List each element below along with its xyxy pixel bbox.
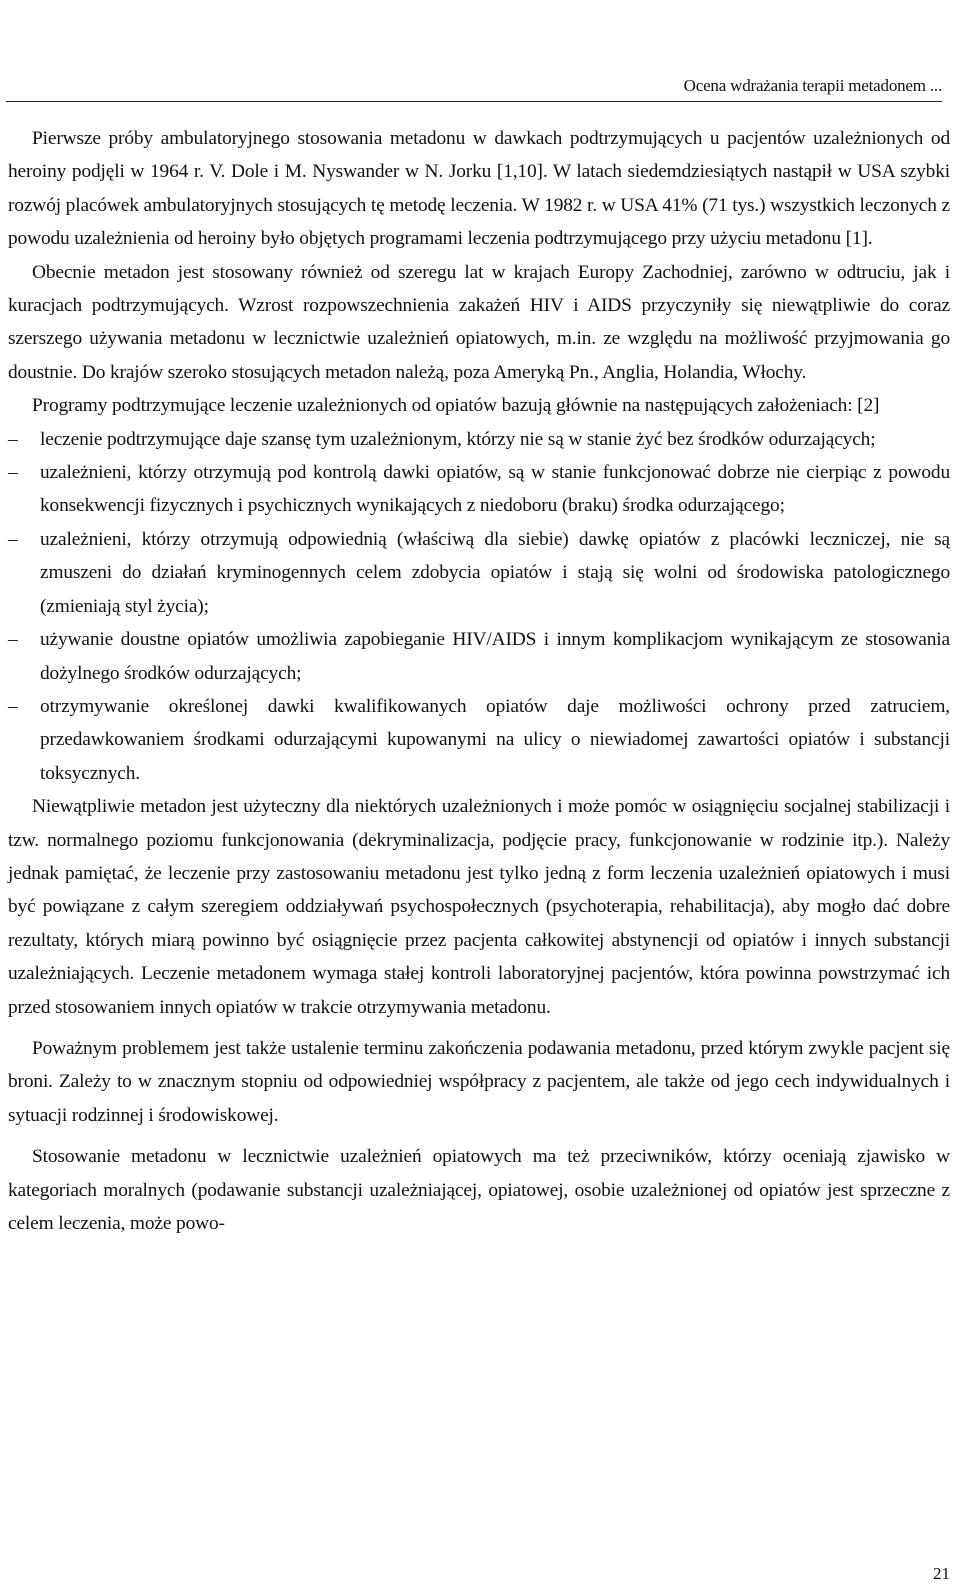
dash-bullet: – <box>8 428 18 450</box>
dash-bullet: – <box>8 462 18 484</box>
paragraph-usefulness: Niewątpliwie metadon jest użyteczny dla niektórych uzależnionych i może pomóc w osiągnięciu socjalnej stabilizacji i tzw. normalnego poziomu funkcjonowania (dekryminalizacja, podjęcie pracy, funkcjonowanie w rodzinie itp.). Należy jednak pamiętać, że leczenie przy zastosowaniu metadonu jest tylko jedną z form leczenia uzależnień opiatowych i musi być powiązane z całym szeregiem oddziaływań psychospołecznych (psychoterapia, rehabilitacja), aby mogło dać dobre rezultaty, których miarą powinno być osiągnięcie przez pacjenta całkowitej abstynencji od opiatów i innych substancji uzależniających. Leczenie metadonem wymaga stałej kontroli laboratoryjnej pacjentów, która powinna powstrzymać ich przed stosowaniem innych opiatów w trakcie otrzymywania metadonu. <box>8 796 950 1018</box>
list-item-text: leczenie podtrzymujące daje szansę tym uzależnionym, którzy nie są w stanie żyć bez środków odurzających; <box>40 428 876 450</box>
dash-bullet: – <box>8 528 18 550</box>
paragraph-europe: Obecnie metadon jest stosowany również od szeregu lat w krajach Europy Zachodniej, zarówno w odtruciu, jak i kuracjach podtrzymujących. Wzrost rozpowszechnienia zakażeń HIV i AIDS przyczyniły się niewątpliwie do coraz szerszego używania metadonu w lecznictwie uzależnień opiatowych, m.in. ze względu na możliwość przyjmowania go doustnie. Do krajów szeroko stosujących metadon należą, poza Ameryką Pn., Anglia, Holandia, Włochy. <box>8 261 950 383</box>
paragraph-assumptions: Programy podtrzymujące leczenie uzależnionych od opiatów bazują głównie na następujących założeniach: [2] <box>32 395 880 417</box>
dash-bullet: – <box>8 695 18 717</box>
header-rule <box>6 101 942 102</box>
list-item-text: uzależnieni, którzy otrzymują pod kontrolą dawki opiatów, są w stanie funkcjonować dobrze nie cierpiąc z powodu konsekwencji fizycznych i psychicznych wynikających z niedoboru (braku) środka odurzającego; <box>40 462 950 517</box>
list-item <box>8 623 950 690</box>
list-item <box>8 456 950 523</box>
running-header: Ocena wdrażania terapii metadonem ... <box>683 76 942 95</box>
list-item-text: otrzymywanie określonej dawki kwalifikowanych opiatów daje możliwości ochrony przed zatruciem, przedawkowaniem środkami odurzającymi kupowanymi na ulicy o niewiadomej zawartości opiatów i substancji toksycznych. <box>40 695 950 784</box>
paragraph-history: Pierwsze próby ambulatoryjnego stosowania metadonu w dawkach podtrzymujących u pacjentów uzależnionych od heroiny podjęli w 1964 r. V. Dole i M. Nyswander w N. Jorku [1,10]. W latach siedemdziesiątych nastąpił w USA szybki rozwój placówek ambulatoryjnych stosujących tę metodę leczenia. W 1982 r. w USA 41% (71 tys.) wszystkich leczonych z powodu uzależnienia od heroiny było objętych programami leczenia podtrzymującego przy użyciu metadonu [1]. <box>8 128 950 250</box>
list-item <box>8 690 950 790</box>
list-item-text: używanie doustne opiatów umożliwia zapobieganie HIV/AIDS i innym komplikacjom wynikającym ze stosowania dożylnego środków odurzających; <box>40 629 950 684</box>
page-number: 21 <box>933 1564 950 1583</box>
assumptions-list <box>8 423 950 790</box>
list-item-text: uzależnieni, którzy otrzymują odpowiednią (właściwą dla siebie) dawkę opiatów z placówki leczniczej, nie są zmuszeni do działań kryminogennych celem zdobycia opiatów i stają się wolni od środowiska patologicznego (zmieniają styl życia); <box>40 528 950 617</box>
paragraph-termination: Poważnym problemem jest także ustalenie terminu zakończenia podawania metadonu, przed którym zwykle pacjent się broni. Zależy to w znacznym stopniu od odpowiedniej współpracy z pacjentem, ale także od jego cech indywidualnych i sytuacji rodzinnej i środowiskowej. <box>8 1037 950 1126</box>
paragraph-opponents: Stosowanie metadonu w lecznictwie uzależnień opiatowych ma też przeciwników, którzy oceniają zjawisko w kategoriach moralnych (podawanie substancji uzależniającej, opiatowej, osobie uzależnionej od opiatów jest sprzeczne z celem leczenia, może powo- <box>8 1146 950 1234</box>
dash-bullet: – <box>8 629 18 651</box>
page-body <box>8 122 950 1240</box>
list-item <box>8 523 950 623</box>
list-item <box>8 423 950 456</box>
